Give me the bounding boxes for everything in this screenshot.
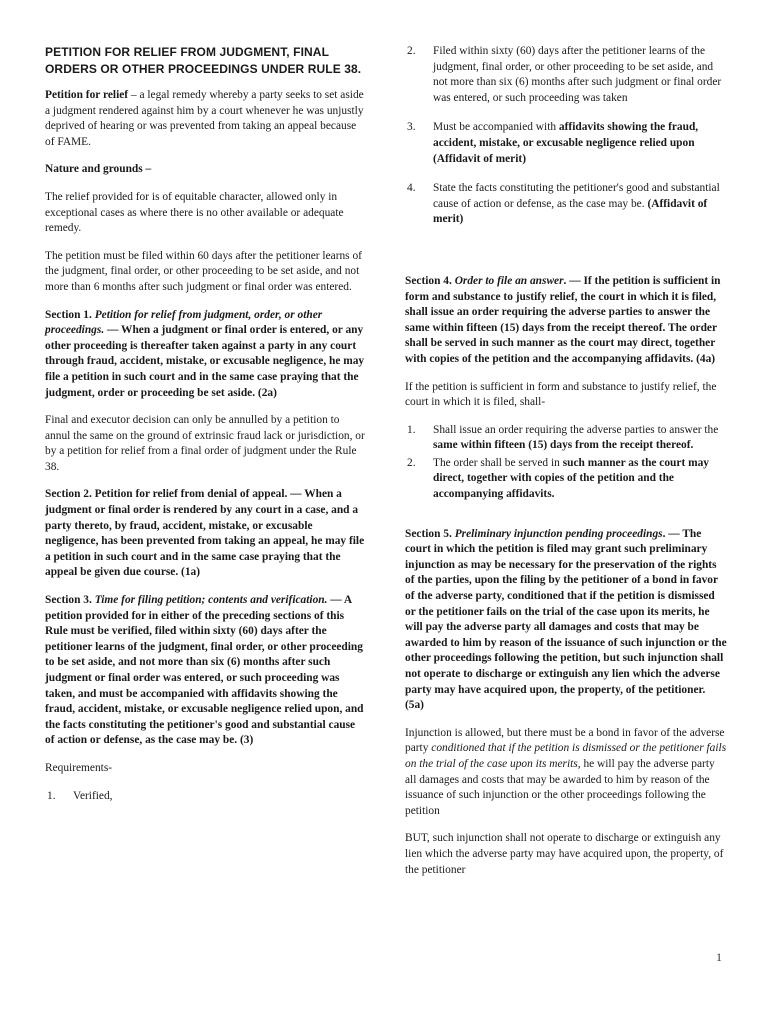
section-1-title: Petition for relief from judgment, order, or other proceedings. <box>45 308 323 337</box>
relief-definition <box>45 88 365 150</box>
spacer <box>405 242 727 274</box>
nature-heading: Nature and grounds – <box>45 163 152 176</box>
item-text <box>433 456 727 503</box>
page-number: 1 <box>716 950 722 964</box>
requirement-text <box>433 120 727 167</box>
section-4-body: . — If the petition is sufficient in form and substance to justify relief, the court in which it is filed, shall issue an order requiring the adverse parties to answer the same within fifteen (15) days from the receipt thereof. The order shall be served in such manner as the court may direct, together with copies of the petition and the accompanying affidavits. (4a) <box>405 274 721 365</box>
final-executor-paragraph: Final and executor decision can only be annulled by a petition to annul the same on the ground of extrinsic fraud lack or jurisdiction, or by a petition for relief from a final order of judgment under the Rule 38. <box>45 414 365 473</box>
section-4-label: Section 4. <box>405 274 455 287</box>
requirement-number: 4. <box>407 182 416 195</box>
item-text <box>433 423 727 454</box>
section-4-item-1 <box>405 423 727 454</box>
nature-paragraph-1: The relief provided for is of equitable character, allowed only in exceptional cases as where there is no other available or adequate remedy. <box>45 190 344 235</box>
but-paragraph: BUT, such injunction shall not operate to discharge or extinguish any lien which the adverse party may have acquired upon, the property, of the petitioner <box>405 832 724 876</box>
relief-definition-text: – a legal remedy whereby a party seeks to set aside a judgment rendered against him by a court whenever he was unjustly deprived of hearing or was prevented from taking an appeal because of FAME. <box>45 89 364 148</box>
section-1-body: — When a judgment or final order is entered, or any other proceeding is thereafter taken against a party in any court through fraud, accident, mistake, or excusable negligence, he may file a petition in such court and in the same case praying that the judgment, order or proceeding be set aside. (2a) <box>45 324 365 399</box>
item-text-bold: such manner as the court may direct, together with copies of the petition and the accompanying affidavits. <box>433 456 709 501</box>
requirement-text <box>433 181 727 228</box>
section-4-list <box>405 423 727 503</box>
item-text-bold: same within fifteen (15) days from the receipt thereof. <box>433 439 694 452</box>
section-3 <box>45 593 365 749</box>
requirement-text-plain: Must be accompanied with <box>433 121 559 134</box>
requirement-item-3 <box>405 120 727 167</box>
item-number: 1. <box>407 423 416 436</box>
requirement-number: 1. <box>47 789 56 802</box>
requirement-text-bold: affidavits showing the fraud, accident, mistake, or excusable negligence relied upon (Affidavit of merit) <box>433 121 699 165</box>
item-text-plain: The order shall be served in <box>433 456 563 469</box>
section-2: Section 2. Petition for relief from denial of appeal. — When a judgment or final order is rendered by any court in a case, and a party thereto, by fraud, accident, mistake, or excusable negligence, has been prevented from taking an appeal, he may file a petition in such court and in the same case praying that the appeal be given due course. (1a) <box>45 488 365 579</box>
section-3-title: Time for filing petition; contents and verification. <box>94 594 328 607</box>
injunction-paragraph <box>405 726 727 820</box>
requirement-text: Filed within sixty (60) days after the petitioner learns of the judgment, final order, or other proceeding to be set aside, and not more than six (6) months after such judgment or final order was entered, or such proceeding was taken <box>433 45 722 104</box>
requirements-label: Requirements- <box>45 761 113 774</box>
left-column <box>45 44 365 818</box>
section-3-body: — A petition provided for in either of the preceding sections of this Rule must be verified, filed within sixty (60) days after the petitioner learns of the judgment, final order, or other proceeding to be set aside, and not more than six (6) months after such judgment or final order was entered, or such proceeding was taken, and must be accompanied with affidavits showing the fraud, accident, mistake, or excusable negligence relied upon, and the facts constituting the petitioner's good and substantial cause of action or defense, as the case may be. (3) <box>45 594 364 747</box>
section-1 <box>45 308 365 402</box>
requirement-item-1 <box>45 789 365 805</box>
section-3-label: Section 3. <box>45 594 95 607</box>
relief-term: Petition for relief <box>45 89 129 101</box>
section-1-label: Section 1. <box>45 308 95 321</box>
requirement-number: 2. <box>407 45 416 57</box>
requirements-list-part-2 <box>405 44 727 228</box>
injunction-text-italic: conditioned that if the petition is dismissed or the petitioner fails on the trial of the case upon its merits, <box>405 742 727 770</box>
section-4-item-2 <box>405 456 727 503</box>
right-column <box>405 44 727 890</box>
item-number: 2. <box>407 456 416 469</box>
requirement-item-4 <box>405 181 727 228</box>
nature-paragraph-2: The petition must be filed within 60 days after the petitioner learns of the judgment, final order, or other proceeding to be set aside, and not more than 6 months after such judgment or final order was entered. <box>45 249 362 293</box>
requirement-number: 3. <box>407 121 416 134</box>
requirement-text-plain: State the facts constituting the petitioner's good and substantial cause of action or defense, as the case may be. <box>433 182 720 210</box>
section-5-label: Section 5. <box>405 527 455 540</box>
requirement-text-bold: (Affidavit of merit) <box>433 197 708 226</box>
sufficient-paragraph: If the petition is sufficient in form and substance to justify relief, the court in which it is filed, shall- <box>405 380 717 409</box>
injunction-text-plain: Injunction is allowed, but there must be a bond in favor of the adverse party <box>405 726 725 755</box>
section-5 <box>405 527 727 714</box>
section-4-title: Order to file an answer <box>454 274 564 287</box>
requirement-text: Verified, <box>73 789 113 802</box>
section-4 <box>405 274 727 368</box>
requirement-item-2 <box>405 44 727 106</box>
item-text-plain: Shall issue an order requiring the adverse parties to answer the <box>433 423 719 436</box>
spacer <box>405 515 727 527</box>
document-title: PETITION FOR RELIEF FROM JUDGMENT, FINAL ORDERS OR OTHER PROCEEDINGS UNDER RULE 38. <box>45 45 362 76</box>
section-5-title: Preliminary injunction pending proceedings <box>454 527 663 540</box>
requirements-list-part-1 <box>45 789 365 805</box>
section-5-body: . — The court in which the petition is filed may grant such preliminary injunction as may be necessary for the preservation of the rights of the parties, upon the filing by the petitioner of a bond in favor of the adverse party, conditioned that if the petition is dismissed or the petitioner fails on the trial of the case upon its merits, he will pay the adverse party all damages and costs that may be awarded to him by reason of the issuance of such injunction or the other proceedings following the petition, but such injunction shall not operate to discharge or extinguish any lien which the adverse party may have acquired upon, the property, of the petitioner. (5a) <box>405 527 727 712</box>
injunction-text-rest: he will pay the adverse party all damages and costs that may be awarded to him by reason of the issuance of such injunction or the other proceedings following the petition <box>405 757 715 817</box>
